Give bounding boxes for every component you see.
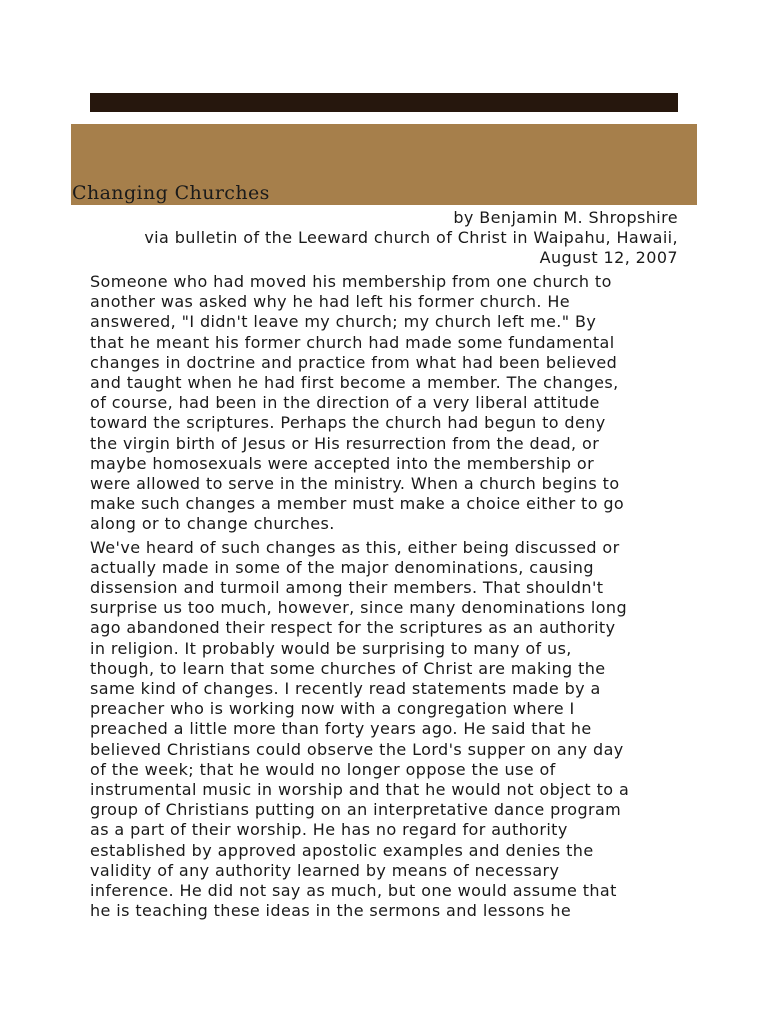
- header-dark-bar: [90, 93, 678, 112]
- paragraph: We've heard of such changes as this, either being discussed or actually made in some of the major denominations, causing dissension and turmoil among their members. That shouldn't surprise us too much, however, since many denominations long ago abandoned their respect for the scriptures as an authority in religion. It probably would be surprising to many of us, though, to learn that some churches of Christ are making the same kind of changes. I recently read statements made by a preacher who is working now with a congregation where I preached a little more than forty years ago. He said that he believed Christians could observe the Lord's supper on any day of the week; that he would no longer oppose the use of instrumental music in worship and that he would not object to a group of Christians putting on an interpretative dance program as a part of their worship. He has no regard for authority established by approved apostolic examples and denies the validity of any authority learned by means of necessary inference. He did not say as much, but one would assume that he is teaching these ideas in the sermons and lessons he: [90, 537, 630, 921]
- byline-author: by Benjamin M. Shropshire: [453, 208, 678, 227]
- article-body: [90, 272, 690, 925]
- byline-source: via bulletin of the Leeward church of Christ in Waipahu, Hawaii,: [144, 228, 678, 248]
- paragraph: Someone who had moved his membership from one church to another was asked why he had left his former church. He answered, "I didn't leave my church; my church left me." By that he meant his former church had made some fundamental changes in doctrine and practice from what had been believed and taught when he had first become a member. The changes, of course, had been in the direction of a very liberal attitude toward the scriptures. Perhaps the church had begun to deny the virgin birth of Jesus or His resurrection from the dead, or maybe homosexuals were accepted into the membership or were allowed to serve in the ministry. When a church begins to make such changes a member must make a choice either to go along or to change churches.: [90, 272, 625, 534]
- page-title: Changing Churches: [72, 182, 270, 204]
- byline-date: August 12, 2007: [539, 248, 678, 268]
- byline: [78, 208, 678, 269]
